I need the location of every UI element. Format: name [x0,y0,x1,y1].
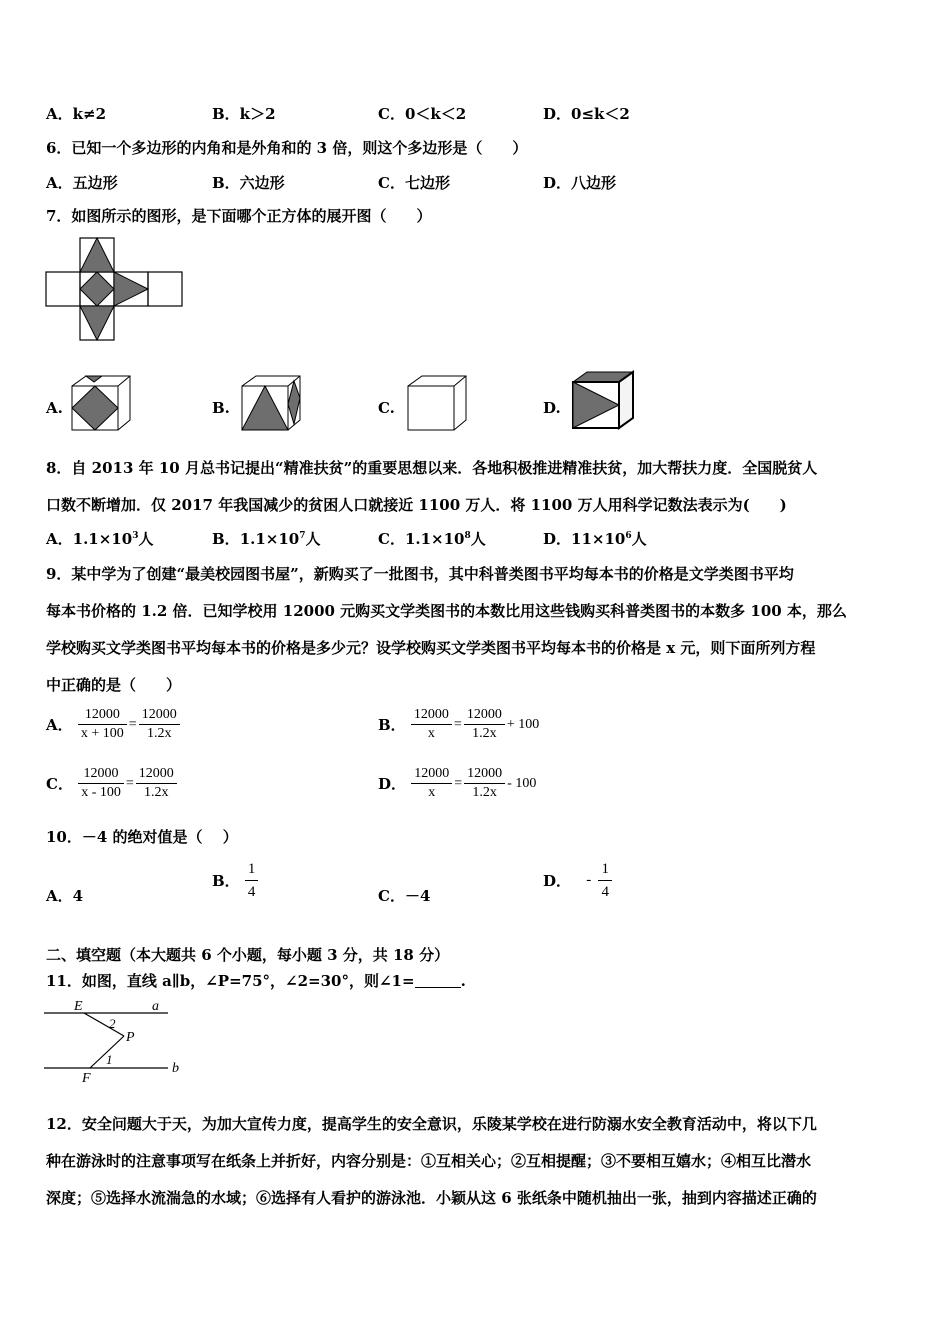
cube-b-figure[interactable] [240,374,304,432]
denominator: 1.2x [472,726,497,741]
numerator: 12000 [464,765,505,784]
q10-option-a[interactable]: A．4 [46,887,84,905]
q8-option-a[interactable] [46,528,153,549]
option-label: D． [378,775,407,793]
numerator: 12000 [139,706,180,725]
right-fraction [464,706,505,743]
option-base: 11×10 [571,530,626,548]
denominator: 4 [247,884,256,900]
option-label: C． [46,775,73,793]
denominator: 1.2x [144,785,169,800]
fraction [598,858,612,903]
option-label: C． [378,530,405,548]
q12-stem-line2: 种在游泳时的注意事项写在纸条上并折好，内容分别是：①互相关心；②互相提醒；③不要相互嬉水；④相互比潜水 [46,1152,812,1170]
label-angle-1: 1 [106,1052,113,1067]
right-fraction [464,765,505,802]
numerator: 12000 [411,765,452,784]
q5-option-b[interactable]: B．k＞2 [212,105,276,123]
option-exponent: 7 [299,531,306,541]
denominator: x - 100 [81,785,121,800]
q6-option-c[interactable]: C．七边形 [378,174,450,192]
q9-option-a[interactable] [46,706,180,743]
option-label: B． [212,530,240,548]
q12-stem-line1: 12．安全问题大于天，为加大宣传力度，提高学生的安全意识，乐陵某学校在进行防溺水安全教育活动中，将以下几 [46,1115,817,1133]
section-heading: 二、填空题（本大题共 6 个小题，每小题 3 分，共 18 分） [46,946,450,964]
option-exponent: 6 [625,531,632,541]
numerator: 12000 [411,706,452,725]
label-f: F [82,1071,91,1086]
denominator: x [427,726,435,741]
numerator: 12000 [78,765,124,784]
q6-option-b[interactable]: B．六边形 [212,174,285,192]
answer-blank[interactable] [415,975,461,988]
q8-stem-line1: 8．自 2013 年 10 月总书记提出“精准扶贫”的重要思想以来．各地积极推进精准扶贫，加大帮扶力度．全国脱贫人 [46,459,818,477]
q9-option-b[interactable] [378,706,541,743]
q6-option-a[interactable]: A．五边形 [46,174,118,192]
q7-option-d-label[interactable]: D. [543,399,561,417]
q9-stem-line1: 9．某中学为了创建“最美校园图书屋”，新购买了一批图书，其中科普类图书平均每本书的价格是文学类图书平均 [46,565,794,583]
q12-stem-line3: 深度；⑤选择水流湍急的水域；⑥选择有人看护的游泳池．小颖从这 6 张纸条中随机抽出一张，抽到内容描述正确的 [46,1189,817,1207]
equals-sign: = [454,775,463,791]
q8-option-d[interactable] [543,528,647,549]
q11-stem-text: 11．如图，直线 a∥b，∠P=75°，∠2=30°，则∠1= [46,972,415,990]
equals-sign: = [453,716,462,732]
q5-option-a[interactable]: A．k≠2 [46,105,107,123]
option-exponent: 3 [132,531,139,541]
q9-stem-line2: 每本书价格的 1.2 倍．已知学校用 12000 元购买文学类图书的本数比用这些钱购买科普类图书的本数多 100 本，那么 [46,602,847,620]
equals-sign: = [128,716,137,732]
option-exponent: 8 [464,531,471,541]
numerator: 12000 [464,706,505,725]
option-base: 1.1×10 [72,530,133,548]
cube-a-figure[interactable] [70,374,134,432]
q11-stem-end: . [460,972,466,990]
q5-option-c[interactable]: C．0＜k＜2 [378,105,467,123]
left-fraction [78,706,127,743]
q9-option-c[interactable] [46,765,177,802]
option-label: A． [46,716,73,734]
option-unit: 人 [138,530,154,548]
q8-stem-line2: 口数不断增加．仅 2017 年我国减少的贫困人口就接近 1100 万人．将 1100 万人用科学记数法表示为( ) [46,496,787,514]
option-base: 1.1×10 [239,530,300,548]
q11-stem [46,970,466,991]
numerator: 12000 [136,765,177,784]
minus-sign: - [586,872,592,888]
q9-option-d[interactable] [378,765,538,802]
option-base: 1.1×10 [404,530,465,548]
left-fraction [78,765,124,802]
option-label: D． [543,872,572,890]
q7-stem: 7．如图所示的图形，是下面哪个正方体的展开图（ ） [46,207,432,225]
numerator: 12000 [78,706,127,725]
denominator: x + 100 [80,726,124,741]
cube-d-figure[interactable] [571,370,637,432]
cube-net-figure [44,236,186,342]
fraction [245,858,259,903]
q10-stem: 10．－4 的绝对值是（ ） [46,828,238,846]
option-tail: - 100 [507,775,537,791]
q10-option-d[interactable] [543,858,612,903]
left-fraction [411,765,452,802]
label-b: b [172,1061,179,1076]
parallel-lines-figure [44,998,186,1086]
denominator: 1.2x [146,726,172,741]
numerator: 1 [598,858,612,881]
right-fraction [139,706,180,743]
denominator: 1.2x [472,785,497,800]
q7-option-c-label[interactable]: C. [378,399,395,417]
option-tail: + 100 [506,716,540,732]
q8-option-c[interactable] [378,528,486,549]
numerator: 1 [245,858,259,881]
label-a: a [152,999,159,1014]
option-unit: 人 [305,530,321,548]
q9-stem-line3: 学校购买文学类图书平均每本书的价格是多少元？设学校购买文学类图书平均每本书的价格是 x 元，则下面所列方程 [46,639,816,657]
option-label: A． [46,530,73,548]
q9-stem-line4: 中正确的是（ ） [46,676,182,694]
option-unit: 人 [631,530,647,548]
q5-option-d[interactable]: D．0≤k＜2 [543,105,630,123]
label-e: E [74,999,83,1014]
q8-option-b[interactable] [212,528,321,549]
right-fraction [136,765,177,802]
label-angle-2: 2 [109,1016,116,1031]
option-label: B． [378,716,406,734]
option-unit: 人 [470,530,486,548]
option-label: D． [543,530,572,548]
q10-option-c[interactable]: C．－4 [378,887,431,905]
q6-option-d[interactable]: D．八边形 [543,174,617,192]
q6-stem: 6．已知一个多边形的内角和是外角和的 3 倍，则这个多边形是（ ） [46,139,528,157]
q7-option-b-label[interactable]: B. [212,399,230,417]
equals-sign: = [125,775,134,791]
q10-option-b[interactable] [212,858,258,903]
label-p: P [126,1030,135,1045]
option-label: B． [212,872,240,890]
denominator: 4 [601,884,609,900]
q7-option-a-label[interactable]: A. [46,399,63,417]
cube-c-figure[interactable] [406,374,470,432]
left-fraction [411,706,452,743]
denominator: x [428,785,436,800]
